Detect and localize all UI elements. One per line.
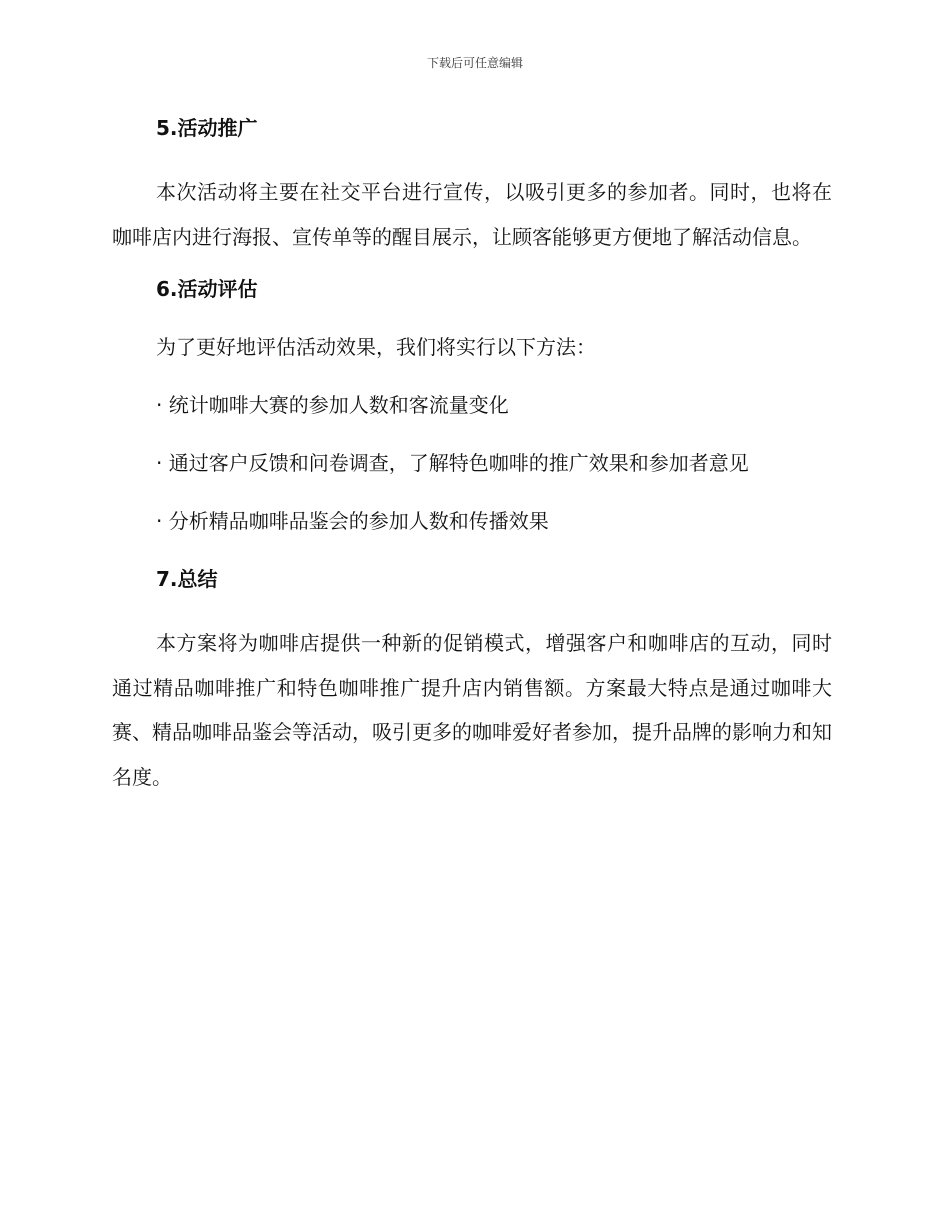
section-heading-evaluation: 6.活动评估 bbox=[156, 277, 258, 301]
evaluation-bullet-2: · 通过客户反馈和问卷调查，了解特色咖啡的推广效果和参加者意见 bbox=[156, 451, 749, 475]
section-heading-promotion: 5.活动推广 bbox=[156, 116, 258, 140]
page-header: 下载后可任意编辑 bbox=[426, 56, 523, 70]
summary-paragraph: 本方案将为咖啡店提供一种新的促销模式，增强客户和咖啡店的互动，同时通过精品咖啡推广和特色咖啡推广提升店内销售额。方案最大特点是通过咖啡大赛、精品咖啡品鉴会等活动，吸引更多的咖啡爱好者参加，提升品牌的影响力和知名度。 bbox=[112, 631, 832, 789]
evaluation-bullet-1: · 统计咖啡大赛的参加人数和客流量变化 bbox=[156, 393, 509, 417]
section-heading-summary: 7.总结 bbox=[156, 567, 218, 591]
evaluation-intro: 为了更好地评估活动效果，我们将实行以下方法： bbox=[156, 335, 596, 359]
evaluation-bullet-3: · 分析精品咖啡品鉴会的参加人数和传播效果 bbox=[156, 509, 549, 533]
document-body bbox=[112, 112, 832, 799]
promotion-paragraph: 本次活动将主要在社交平台进行宣传，以吸引更多的参加者。同时，也将在咖啡店内进行海报、宣传单等的醒目展示，让顾客能够更方便地了解活动信息。 bbox=[112, 180, 832, 249]
